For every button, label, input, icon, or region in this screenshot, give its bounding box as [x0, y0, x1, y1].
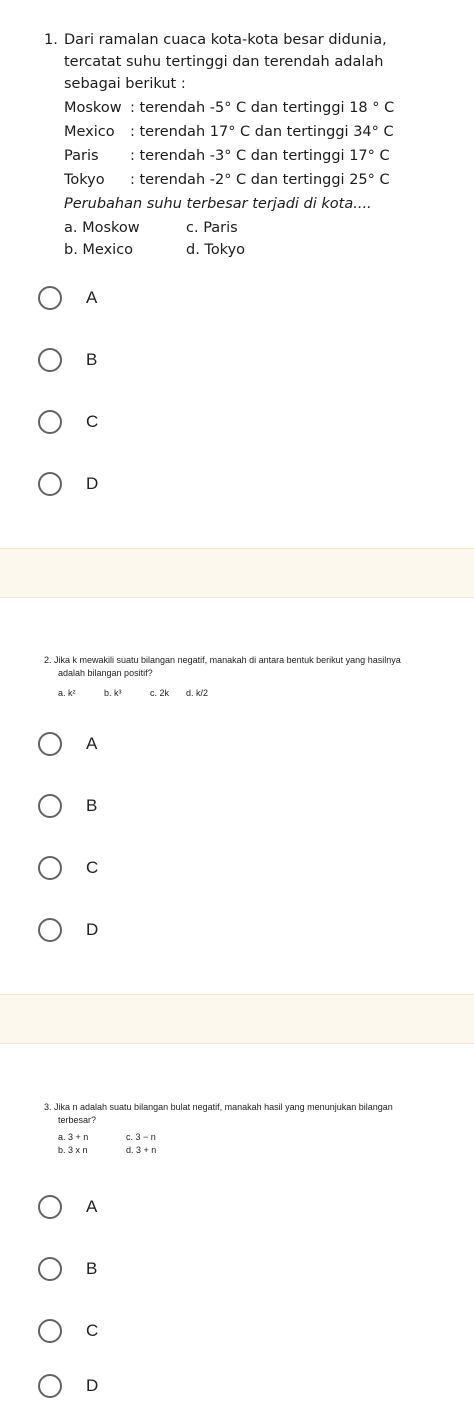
radio-circle-icon[interactable]	[38, 1195, 62, 1219]
option-label: D	[86, 1376, 99, 1395]
city-detail-tokyo: : terendah -2° C dan tertinggi 25° C	[130, 172, 390, 188]
q3-option-d[interactable]	[38, 1372, 98, 1400]
radio-circle-icon[interactable]	[38, 794, 62, 818]
city-name-tokyo: Tokyo	[64, 172, 105, 188]
radio-circle-icon[interactable]	[38, 1374, 62, 1398]
radio-circle-icon[interactable]	[38, 918, 62, 942]
city-name-moskow: Moskow	[64, 100, 122, 116]
city-name-paris: Paris	[64, 148, 99, 164]
q3-choice-c: c. 3 − n	[126, 1132, 156, 1142]
option-label: D	[86, 920, 99, 939]
q2-choice-d: d. k/2	[186, 688, 209, 698]
q3-option-b[interactable]	[38, 1255, 97, 1283]
question-1-number: 1.	[44, 32, 58, 48]
q2-choice-a: a. k²	[58, 688, 76, 698]
option-label: C	[86, 858, 99, 877]
question-1-line-1: Dari ramalan cuaca kota-kota besar didunia,	[64, 32, 387, 48]
radio-circle-icon[interactable]	[38, 1319, 62, 1343]
q2-option-a[interactable]	[38, 730, 97, 758]
option-label: C	[86, 1321, 99, 1340]
choice-c: c. Paris	[186, 220, 238, 236]
radio-circle-icon[interactable]	[38, 732, 62, 756]
question-3-line-1: 3. Jika n adalah suatu bilangan bulat negatif, manakah hasil yang menunjukan bilangan	[44, 1102, 393, 1112]
choice-a: a. Moskow	[64, 220, 140, 236]
city-detail-mexico: : terendah 17° C dan tertinggi 34° C	[130, 124, 394, 140]
question-2-line-2: adalah bilangan positif?	[58, 668, 153, 678]
radio-circle-icon[interactable]	[38, 410, 62, 434]
question-1-line-2: tercatat suhu tertinggi dan terendah adalah	[64, 54, 384, 70]
q1-option-b[interactable]	[38, 346, 97, 374]
question-1-line-3: sebagai berikut :	[64, 76, 186, 92]
q3-option-c[interactable]	[38, 1317, 98, 1345]
choice-d: d. Tokyo	[186, 242, 246, 258]
q3-choice-a: a. 3 + n	[58, 1132, 89, 1142]
city-name-mexico: Mexico	[64, 124, 115, 140]
q2-choice-b: b. k³	[104, 688, 122, 698]
choice-b: b. Mexico	[64, 242, 134, 258]
q1-option-d[interactable]	[38, 470, 98, 498]
city-detail-paris: : terendah -3° C dan tertinggi 17° C	[130, 148, 390, 164]
q2-choice-c: c. 2k	[150, 688, 170, 698]
q1-option-a[interactable]	[38, 284, 97, 312]
city-detail-moskow: : terendah -5° C dan tertinggi 18 ° C	[130, 100, 395, 116]
q3-choice-d: d. 3 + n	[126, 1145, 157, 1155]
option-label: B	[86, 796, 98, 815]
q2-option-b[interactable]	[38, 792, 97, 820]
q2-option-c[interactable]	[38, 854, 98, 882]
q3-option-a[interactable]	[38, 1193, 97, 1221]
question-2-line-1: 2. Jika k mewakili suatu bilangan negatif, manakah di antara bentuk berikut yang hasilnya	[44, 655, 401, 665]
radio-circle-icon[interactable]	[38, 286, 62, 310]
radio-circle-icon[interactable]	[38, 348, 62, 372]
option-label: B	[86, 1259, 98, 1278]
question-3-line-2: terbesar?	[58, 1115, 97, 1125]
option-label: A	[86, 734, 98, 753]
radio-circle-icon[interactable]	[38, 856, 62, 880]
question-1-prompt: Perubahan suhu terbesar terjadi di kota....	[64, 196, 372, 212]
q1-option-c[interactable]	[38, 408, 98, 436]
option-label: A	[86, 288, 98, 307]
section-divider	[0, 548, 474, 598]
q3-choice-b: b. 3 x n	[58, 1145, 88, 1155]
section-divider	[0, 994, 474, 1044]
option-label: D	[86, 474, 99, 493]
option-label: C	[86, 412, 99, 431]
option-label: B	[86, 350, 98, 369]
option-label: A	[86, 1197, 98, 1216]
radio-circle-icon[interactable]	[38, 472, 62, 496]
radio-circle-icon[interactable]	[38, 1257, 62, 1281]
q2-option-d[interactable]	[38, 916, 98, 944]
